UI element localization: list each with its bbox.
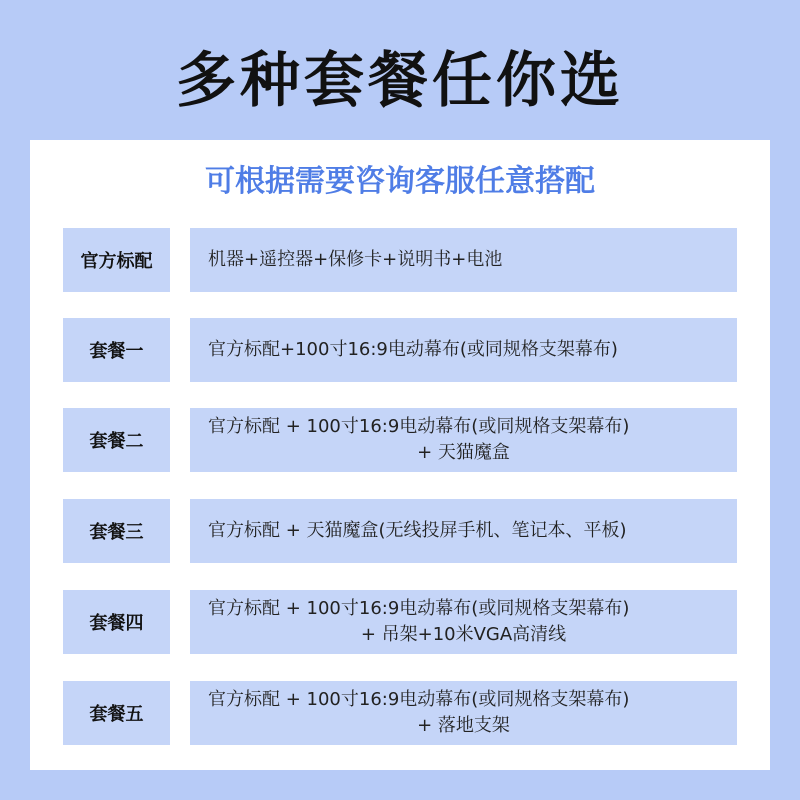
package-row: [63, 408, 737, 472]
package-content: [190, 408, 737, 472]
package-row: [63, 590, 737, 654]
package-content: [190, 228, 737, 292]
package-line-1: 官方标配 + 100寸16:9电动幕布(或同规格支架幕布): [208, 416, 630, 437]
package-line-1: 机器+遥控器+保修卡+说明书+电池: [208, 249, 503, 270]
package-label: 套餐四: [63, 590, 170, 654]
package-panel: [30, 140, 770, 770]
package-line-2: + 吊架+10米VGA高清线: [360, 624, 567, 645]
package-line-2: + 天猫魔盒: [417, 442, 510, 463]
package-label: 套餐一: [63, 318, 170, 382]
package-content: [190, 499, 737, 563]
package-row: [63, 228, 737, 292]
package-content: [190, 590, 737, 654]
package-label: 套餐五: [63, 681, 170, 745]
package-label: 套餐三: [63, 499, 170, 563]
package-label: 套餐二: [63, 408, 170, 472]
package-label: 官方标配: [63, 228, 170, 292]
panel-subtitle: 可根据需要咨询客服任意搭配: [205, 164, 595, 199]
package-row: [63, 499, 737, 563]
package-row: [63, 681, 737, 745]
package-row: [63, 318, 737, 382]
package-line-1: 官方标配+100寸16:9电动幕布(或同规格支架幕布): [208, 339, 618, 360]
package-line-2: + 落地支架: [417, 715, 510, 736]
package-line-1: 官方标配 + 100寸16:9电动幕布(或同规格支架幕布): [208, 689, 630, 710]
page-title: 多种套餐任你选: [176, 46, 624, 116]
package-line-1: 官方标配 + 100寸16:9电动幕布(或同规格支架幕布): [208, 598, 630, 619]
package-line-1: 官方标配 + 天猫魔盒(无线投屏手机、笔记本、平板): [208, 520, 627, 541]
package-content: [190, 318, 737, 382]
package-content: [190, 681, 737, 745]
